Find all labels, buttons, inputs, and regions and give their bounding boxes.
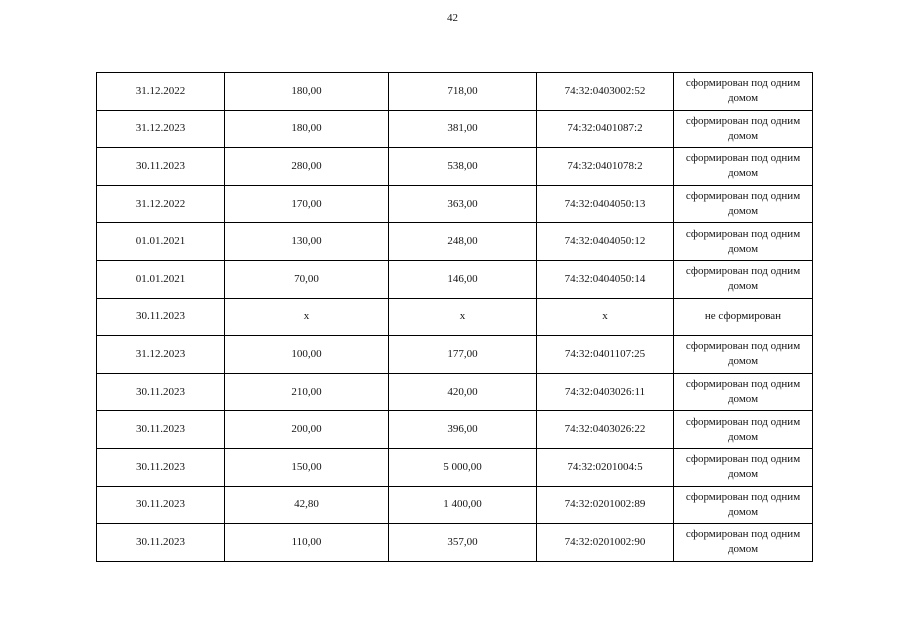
number-cell: 280,00 <box>225 148 389 186</box>
status-cell: сформирован под одним домом <box>674 260 813 298</box>
status-cell: сформирован под одним домом <box>674 486 813 524</box>
number-cell: 110,00 <box>225 524 389 562</box>
number-cell: 180,00 <box>225 110 389 148</box>
status-cell: сформирован под одним домом <box>674 373 813 411</box>
cadastral-number-cell: 74:32:0403002:52 <box>537 73 674 111</box>
cadastral-number-cell: 74:32:0401087:2 <box>537 110 674 148</box>
cadastral-number-cell: 74:32:0404050:14 <box>537 260 674 298</box>
number-cell: 130,00 <box>225 223 389 261</box>
table-row <box>97 448 813 486</box>
number-cell: 718,00 <box>389 73 537 111</box>
number-cell: 357,00 <box>389 524 537 562</box>
cadastral-number-cell: 74:32:0201002:90 <box>537 524 674 562</box>
cadastral-number-cell: 74:32:0201002:89 <box>537 486 674 524</box>
number-cell: 180,00 <box>225 73 389 111</box>
number-cell: 396,00 <box>389 411 537 449</box>
number-cell: 100,00 <box>225 336 389 374</box>
number-cell: 42,80 <box>225 486 389 524</box>
number-cell: 210,00 <box>225 373 389 411</box>
date-cell: 30.11.2023 <box>97 373 225 411</box>
status-cell: сформирован под одним домом <box>674 448 813 486</box>
table-row <box>97 524 813 562</box>
table-row <box>97 373 813 411</box>
date-cell: 01.01.2021 <box>97 260 225 298</box>
number-cell: 381,00 <box>389 110 537 148</box>
date-cell: 01.01.2021 <box>97 223 225 261</box>
status-cell: сформирован под одним домом <box>674 148 813 186</box>
table-row <box>97 73 813 111</box>
status-cell: сформирован под одним домом <box>674 223 813 261</box>
status-cell: сформирован под одним домом <box>674 524 813 562</box>
status-cell: сформирован под одним домом <box>674 73 813 111</box>
number-cell: 170,00 <box>225 185 389 223</box>
page-number: 42 <box>447 12 458 24</box>
status-cell: сформирован под одним домом <box>674 336 813 374</box>
cadastral-number-cell: 74:32:0403026:22 <box>537 411 674 449</box>
number-cell: x <box>225 298 389 336</box>
number-cell: 150,00 <box>225 448 389 486</box>
cadastral-number-cell: 74:32:0404050:13 <box>537 185 674 223</box>
cadastral-number-cell: 74:32:0403026:11 <box>537 373 674 411</box>
number-cell: 177,00 <box>389 336 537 374</box>
cadastral-number-cell: 74:32:0401078:2 <box>537 148 674 186</box>
number-cell: 200,00 <box>225 411 389 449</box>
date-cell: 31.12.2022 <box>97 185 225 223</box>
table-row <box>97 148 813 186</box>
table-row <box>97 223 813 261</box>
date-cell: 30.11.2023 <box>97 148 225 186</box>
number-cell: x <box>389 298 537 336</box>
table-body <box>97 73 813 562</box>
table-row <box>97 336 813 374</box>
cadastral-number-cell: 74:32:0401107:25 <box>537 336 674 374</box>
number-cell: 70,00 <box>225 260 389 298</box>
table-row <box>97 411 813 449</box>
data-table <box>96 72 813 562</box>
table-row <box>97 110 813 148</box>
date-cell: 31.12.2023 <box>97 336 225 374</box>
table-row <box>97 260 813 298</box>
status-cell: сформирован под одним домом <box>674 110 813 148</box>
cadastral-number-cell: 74:32:0404050:12 <box>537 223 674 261</box>
table-row <box>97 486 813 524</box>
table-row <box>97 185 813 223</box>
date-cell: 30.11.2023 <box>97 298 225 336</box>
date-cell: 30.11.2023 <box>97 448 225 486</box>
number-cell: 5 000,00 <box>389 448 537 486</box>
number-cell: 420,00 <box>389 373 537 411</box>
date-cell: 31.12.2022 <box>97 73 225 111</box>
table-row <box>97 298 813 336</box>
date-cell: 30.11.2023 <box>97 486 225 524</box>
date-cell: 31.12.2023 <box>97 110 225 148</box>
number-cell: 363,00 <box>389 185 537 223</box>
number-cell: 538,00 <box>389 148 537 186</box>
cadastral-number-cell: x <box>537 298 674 336</box>
number-cell: 248,00 <box>389 223 537 261</box>
cadastral-number-cell: 74:32:0201004:5 <box>537 448 674 486</box>
date-cell: 30.11.2023 <box>97 524 225 562</box>
number-cell: 1 400,00 <box>389 486 537 524</box>
number-cell: 146,00 <box>389 260 537 298</box>
status-cell: сформирован под одним домом <box>674 185 813 223</box>
status-cell: сформирован под одним домом <box>674 411 813 449</box>
date-cell: 30.11.2023 <box>97 411 225 449</box>
status-cell: не сформирован <box>674 298 813 336</box>
